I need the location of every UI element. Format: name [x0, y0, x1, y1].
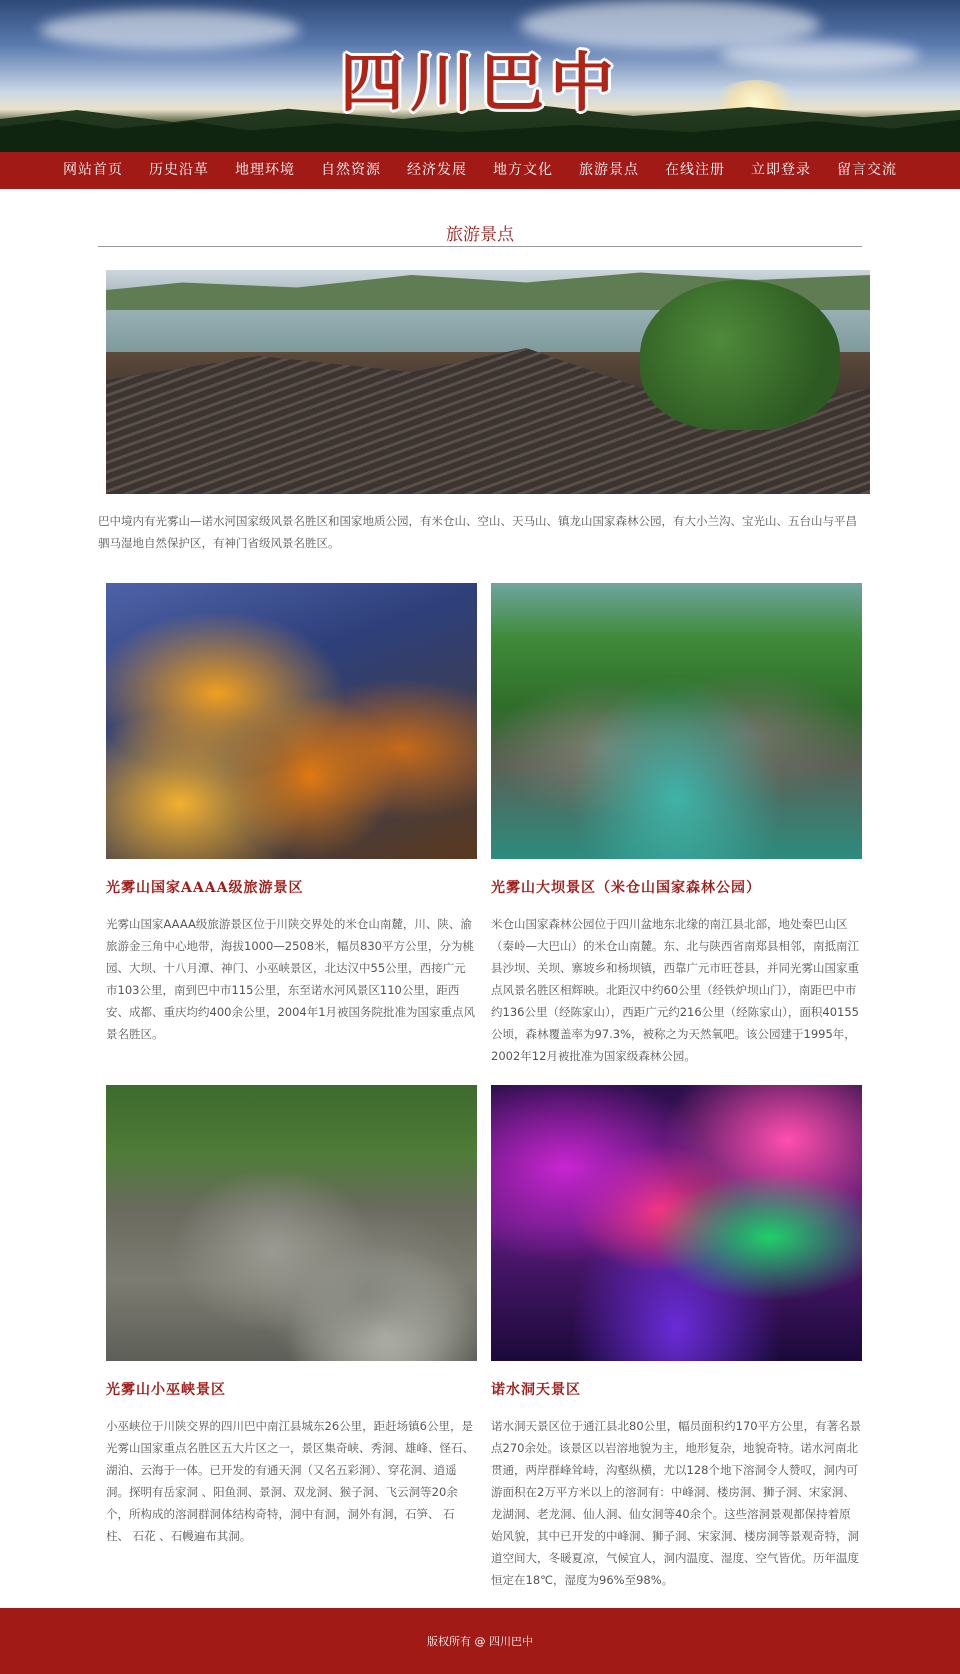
spot-name: 诺水洞天景区: [491, 1382, 581, 1398]
section-divider: [98, 246, 862, 247]
spot-card: [491, 583, 862, 1067]
spot-name: 光雾山小巫峡景区: [106, 1382, 226, 1398]
spot-card: [106, 583, 477, 1045]
hero-image: [106, 270, 870, 494]
section-intro: 巴中境内有光雾山—诺水河国家级风景名胜区和国家地质公园，有米仓山、空山、天马山、镇龙山国家森林公园，有大小兰沟、宝光山、五台山与平昌驷马湿地自然保护区，有神门省级风景名胜区。: [98, 514, 857, 550]
nav-item-register[interactable]: 在线注册: [665, 162, 725, 178]
spot-image: [106, 1085, 477, 1361]
spot-description: 小巫峡位于川陕交界的四川巴中南江县城东26公里，距赶场镇6公里，是光雾山国家重点名胜区五大片区之一，景区集奇峡、秀洞、雄峰、怪石、湖泊、云海于一体。已开发的有通天洞（又名五彩洞）、穿花洞、逍遥洞。探明有岳家洞 、阳鱼洞、景洞、双龙洞、猴子洞、飞云洞等20余个，所构成的溶洞群洞体结构奇特，洞中有洞，洞外有洞，石笋、 石柱、 石花 、石幔遍布其洞。: [106, 1419, 474, 1543]
spot-image: [106, 583, 477, 859]
nav-item-culture[interactable]: 地方文化: [493, 162, 553, 178]
header-banner: [0, 0, 960, 152]
spot-description: 米仓山国家森林公园位于四川盆地东北缘的南江县北部，地处秦巴山区（秦岭—大巴山）的米仓山南麓。东、北与陕西省南郑县相邻，南抵南江县沙坝、关坝、寨坡乡和杨坝镇，西靠广元市旺苍县，并同光雾山国家重点风景名胜区相辉映。北距汉中约60公里（经铁炉坝山门），南距巴中市约136公里（经陈家山），西距广元约216公里（经陈家山），面积40155公顷，森林覆盖率为97.3%，被称之为天然氧吧。该公园建于1995年，2002年12月被批准为国家级森林公园。: [491, 917, 859, 1063]
footer: [0, 1608, 960, 1674]
nav-item-home[interactable]: 网站首页: [63, 162, 123, 178]
nav-item-guestbook[interactable]: 留言交流: [837, 162, 897, 178]
spot-card: [491, 1085, 862, 1591]
spot-description: 光雾山国家AAAA级旅游景区位于川陕交界处的米仓山南麓，川、陕、渝旅游金三角中心地带，海拔1000—2508米，幅员830平方公里，分为桃园、大坝、十八月潭、神门、小巫峡景区，北达汉中55公里，西接广元市103公里，南到巴中市115公里，东至诺水河风景区110公里，距西安、成都、重庆均约400余公里，2004年1月被国务院批准为国家重点风景名胜区。: [106, 917, 476, 1041]
spot-image: [491, 1085, 862, 1361]
nav-item-resources[interactable]: 自然资源: [321, 162, 381, 178]
nav-item-login[interactable]: 立即登录: [751, 162, 811, 178]
hero-trees: [640, 280, 840, 430]
main-nav: [0, 152, 960, 189]
section-title: 旅游景点: [446, 225, 514, 245]
spot-name: 光雾山大坝景区（米仓山国家森林公园）: [491, 880, 761, 896]
spot-card: [106, 1085, 477, 1547]
site-title: 四川巴中: [340, 47, 620, 121]
spot-description: 诺水洞天景区位于通江县北80公里，幅员面积约170平方公里，有著名景点270余处。该景区以岩溶地貌为主，地形复杂，地貌奇特。诺水河南北贯通，两岸群峰耸峙，沟壑纵横，尤以128个地下溶洞令人赞叹，洞内可游面积在2万平方米以上的溶洞有：中峰洞、楼房洞、狮子洞、宋家洞、龙湖洞、老龙洞、仙人洞、仙女洞等40余个。这些溶洞景观都保持着原始风貌，其中已开发的中峰洞、狮子洞、宋家洞、楼房洞等景观奇特，洞道空间大，冬暖夏凉，气候宜人，洞内温度、湿度、空气皆优。历年温度恒定在18℃，湿度为96%至98%。: [491, 1419, 862, 1587]
nav-item-economy[interactable]: 经济发展: [407, 162, 467, 178]
nav-item-history[interactable]: 历史沿革: [149, 162, 209, 178]
nav-item-scenic-spots[interactable]: 旅游景点: [579, 162, 639, 178]
spot-name: 光雾山国家AAAA级旅游景区: [106, 880, 304, 896]
spot-image: [491, 583, 862, 859]
copyright-text: 版权所有 @ 四川巴中: [427, 1635, 533, 1648]
nav-item-geography[interactable]: 地理环境: [235, 162, 295, 178]
